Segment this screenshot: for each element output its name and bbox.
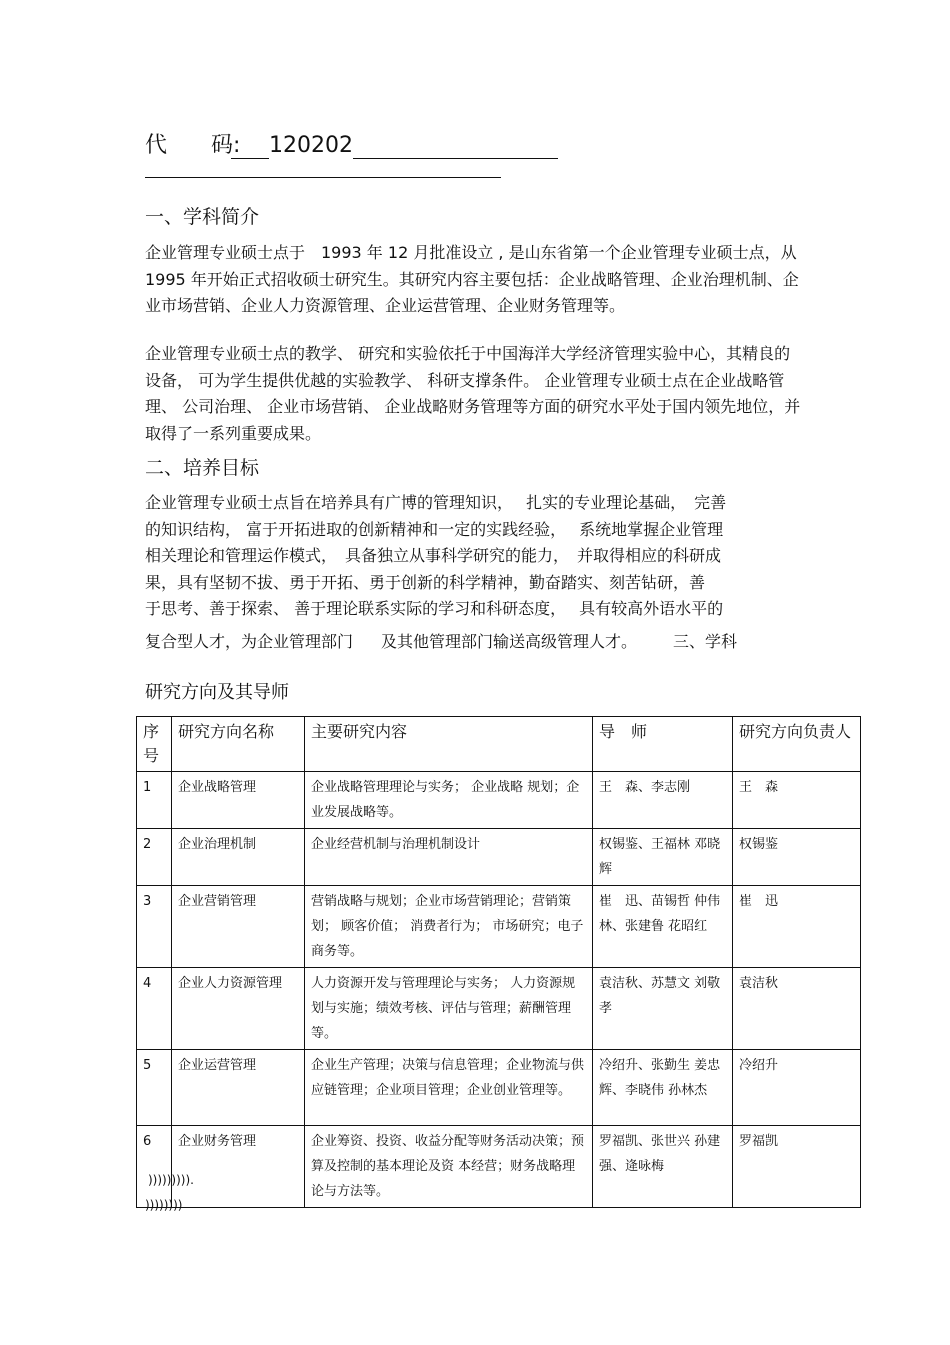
intro-paragraph-1: 企业管理专业硕士点于 1993 年 12 月批准设立 , 是山东省第一个企业管理专业硕士点，从 1995 年开始正式招收硕士研究生。其研究内容主要包括：企业战略管理、企业治理机制、企业市场营销、企业人力资源管理、企业运营管理、企业财务管理等。 — [145, 243, 799, 315]
cell-content: 企业经营机制与治理机制设计 — [305, 829, 593, 886]
cell-advisors: 罗福凯、张世兴 孙建强、逄咏梅 — [593, 1126, 733, 1208]
cell-content: 人力资源开发与管理理论与实务； 人力资源规划与实施；绩效考核、评估与管理；薪酬管理等。 — [305, 968, 593, 1050]
table-row — [137, 886, 861, 968]
cell-advisors: 冷绍升、张勤生 姜忠辉、李晓伟 孙林杰 — [593, 1050, 733, 1126]
table-row — [137, 772, 861, 829]
cell-advisors: 袁洁秋、苏慧文 刘敬孝 — [593, 968, 733, 1050]
code-separator-line — [145, 177, 501, 178]
goals-line: 的知识结构， 富于开拓进取的创新精神和一定的实践经验， 系统地掌握企业管理 — [145, 519, 724, 539]
intro-paragraph-2: 企业管理专业硕士点的教学、 研究和实验依托于中国海洋大学经济管理实验中心，其精良的设备， 可为学生提供优越的实验教学、 科研支撑条件。 企业管理专业硕士点在企业战略管理、 公司治理、 企业市场营销、 企业战略财务管理等方面的研究水平处于国内领先地位，并取得了一系列重要成果。 — [145, 344, 801, 443]
table-row — [137, 1050, 861, 1126]
cell-no: 2 — [137, 829, 172, 886]
header-direction: 研究方向名称 — [172, 717, 305, 772]
cell-direction: 企业治理机制 — [172, 829, 305, 886]
goals-last-part-b: 及其他管理部门输送高级管理人才。 — [381, 632, 638, 651]
cell-lead: 崔 迅 — [733, 886, 861, 968]
goals-line: 相关理论和管理运作模式， 具备独立从事科学研究的能力， 并取得相应的科研成 — [145, 546, 722, 565]
cell-no: 5 — [137, 1050, 172, 1126]
cell-content: 企业筹资、投资、收益分配等财务活动决策；预算及控制的基本理论及资 本经营；财务战略理论与方法等。 — [305, 1126, 593, 1208]
cell-lead: 罗福凯 — [733, 1126, 861, 1208]
goals-last-line — [145, 629, 737, 652]
research-directions-table — [136, 716, 861, 1208]
cell-lead: 权锡鉴 — [733, 829, 861, 886]
cell-direction: 企业营销管理 — [172, 886, 305, 968]
cell-content: 企业生产管理；决策与信息管理；企业物流与供应链管理；企业项目管理；企业创业管理等。 — [305, 1050, 593, 1126]
footer-mark-2: )))))))) — [145, 1198, 183, 1212]
goals-paragraph — [145, 490, 805, 623]
cell-lead: 袁洁秋 — [733, 968, 861, 1050]
cell-lead: 冷绍升 — [733, 1050, 861, 1126]
table-header-row — [137, 717, 861, 772]
code-underline-lead — [231, 138, 269, 159]
goals-line: 企业管理专业硕士点旨在培养具有广博的管理知识， 扎实的专业理论基础， 完善 — [145, 493, 727, 512]
goals-line: 果，具有坚韧不拔、勇于开拓、勇于创新的科学精神，勤奋踏实、刻苦钻研，善 — [145, 572, 706, 592]
code-underline-trail — [353, 138, 558, 159]
section-title-goals: 二、培养目标 — [145, 457, 260, 479]
section-title-directions-start: 三、学科 — [673, 632, 738, 651]
table-row — [137, 968, 861, 1050]
section-title-directions: 研究方向及其导师 — [145, 682, 289, 703]
cell-content: 企业战略管理理论与实务； 企业战略 规划；企业发展战略等。 — [305, 772, 593, 829]
code-label: 代 码: — [145, 133, 241, 158]
table-row — [137, 1126, 861, 1208]
goals-last-part-a: 复合型人才，为企业管理部门 — [145, 632, 354, 651]
header-advisors: 导 师 — [593, 717, 733, 772]
header-content: 主要研究内容 — [305, 717, 593, 772]
code-value: 120202 — [269, 133, 353, 158]
cell-direction: 企业战略管理 — [172, 772, 305, 829]
cell-direction: 企业人力资源管理 — [172, 968, 305, 1050]
cell-direction: 企业财务管理 — [172, 1126, 305, 1208]
code-line — [145, 128, 558, 159]
header-no: 序号 — [137, 717, 172, 772]
cell-advisors: 权锡鉴、王福林 邓晓辉 — [593, 829, 733, 886]
cell-no: 1 — [137, 772, 172, 829]
goals-line: 于思考、善于探索、 善于理论联系实际的学习和科研态度， 具有较高外语水平的 — [145, 599, 724, 618]
header-lead: 研究方向负责人 — [733, 717, 861, 772]
cell-no: 6 — [137, 1126, 172, 1208]
cell-content: 营销战略与规划；企业市场营销理论；营销策划； 顾客价值； 消费者行为； 市场研究；电子商务等。 — [305, 886, 593, 968]
cell-lead: 王 森 — [733, 772, 861, 829]
section-title-intro: 一、学科简介 — [145, 206, 260, 228]
table-row — [137, 829, 861, 886]
cell-no: 4 — [137, 968, 172, 1050]
cell-no: 3 — [137, 886, 172, 968]
cell-direction: 企业运营管理 — [172, 1050, 305, 1126]
footer-mark-1: ))))))))). — [148, 1173, 194, 1187]
cell-advisors: 王 森、李志刚 — [593, 772, 733, 829]
cell-advisors: 崔 迅、苗锡哲 仲伟林、张建鲁 花昭红 — [593, 886, 733, 968]
